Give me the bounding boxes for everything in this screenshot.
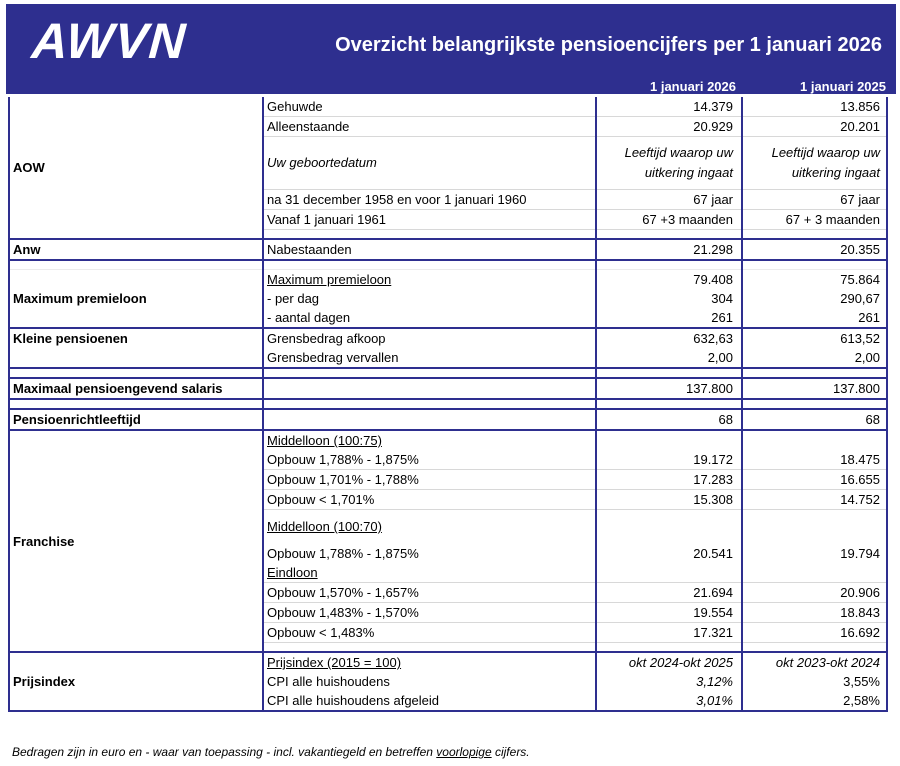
footnote: [12, 745, 530, 759]
row-label: Vanaf 1 januari 1961: [263, 210, 596, 230]
value-2026: 17.283: [596, 470, 742, 490]
value-2025: 75.864: [742, 270, 887, 290]
value-2026: 79.408: [596, 270, 742, 290]
value-2025: 18.475: [742, 450, 887, 470]
table-row: [9, 652, 887, 672]
row-label: Opbouw < 1,483%: [263, 623, 596, 643]
value-2026: 15.308: [596, 490, 742, 510]
footnote-text-before: Bedragen zijn in euro en - waar van toepassing - incl. vakantiegeld en betreffen: [12, 745, 437, 759]
row-label: Opbouw 1,570% - 1,657%: [263, 583, 596, 603]
column-header-2025: 1 januari 2025: [800, 79, 886, 94]
value-2026: 3,12%: [596, 672, 742, 691]
value-2026: 21.694: [596, 583, 742, 603]
value-2026: 20.929: [596, 117, 742, 137]
value-2026: 20.541: [596, 544, 742, 563]
category-kleine-pensioenen: Kleine pensioenen: [9, 328, 263, 368]
row-label: CPI alle huishoudens: [263, 672, 596, 691]
period-2025: okt 2023-okt 2024: [742, 652, 887, 672]
value-2025: 68: [742, 409, 887, 430]
row-label: Alleenstaande: [263, 117, 596, 137]
category-pensioenrichtleeftijd: Pensioenrichtleeftijd: [9, 409, 263, 430]
row-label: Opbouw 1,788% - 1,875%: [263, 450, 596, 470]
category-aow: AOW: [9, 97, 263, 239]
value-2025: 16.655: [742, 470, 887, 490]
row-label: CPI alle huishoudens afgeleid: [263, 691, 596, 711]
value-2026: 632,63: [596, 328, 742, 348]
category-max-salaris: Maximaal pensioengevend salaris: [9, 378, 263, 399]
age-header-2025: Leeftijd waarop uw uitkering ingaat: [742, 137, 887, 190]
pension-figures-table: [8, 97, 888, 712]
table-row: [9, 409, 887, 430]
spacer-row: [9, 260, 887, 270]
footnote-underlined: voorlopige: [436, 745, 492, 759]
row-label: Opbouw 1,701% - 1,788%: [263, 470, 596, 490]
table-row: [9, 97, 887, 117]
row-label: Gehuwde: [263, 97, 596, 117]
row-label: Opbouw < 1,701%: [263, 490, 596, 510]
value-2025: 67 + 3 maanden: [742, 210, 887, 230]
awvn-logo: AWVN: [30, 13, 188, 69]
value-2025: 2,00: [742, 348, 887, 368]
value-2026: 17.321: [596, 623, 742, 643]
table-row: [9, 378, 887, 399]
footnote-text-after: cijfers.: [491, 745, 530, 759]
group-label: Middelloon (100:70): [263, 510, 596, 545]
value-2026: 19.172: [596, 450, 742, 470]
spacer-row: [9, 368, 887, 378]
value-2026: 14.379: [596, 97, 742, 117]
category-prijsindex: Prijsindex: [9, 652, 263, 711]
table-row: [9, 270, 887, 290]
value-2025: 613,52: [742, 328, 887, 348]
spacer-row: [9, 399, 887, 409]
group-label: Eindloon: [263, 563, 596, 583]
column-header-2026: 1 januari 2026: [650, 79, 736, 94]
value-2026: 3,01%: [596, 691, 742, 711]
value-2026: 21.298: [596, 239, 742, 260]
value-2026: 68: [596, 409, 742, 430]
row-label: Opbouw 1,483% - 1,570%: [263, 603, 596, 623]
row-label: Grensbedrag afkoop: [263, 328, 596, 348]
value-2026: 261: [596, 308, 742, 328]
table-row: [9, 430, 887, 450]
value-2025: 290,67: [742, 289, 887, 308]
value-2025: 2,58%: [742, 691, 887, 711]
value-2025: 20.355: [742, 239, 887, 260]
group-label: Middelloon (100:75): [263, 430, 596, 450]
category-franchise: Franchise: [9, 430, 263, 652]
row-label: - aantal dagen: [263, 308, 596, 328]
table-row: [9, 239, 887, 260]
period-2026: okt 2024-okt 2025: [596, 652, 742, 672]
value-2025: 13.856: [742, 97, 887, 117]
value-2026: 304: [596, 289, 742, 308]
birth-date-label: Uw geboortedatum: [263, 137, 596, 190]
row-label: na 31 december 1958 en voor 1 januari 1960: [263, 190, 596, 210]
row-label: Prijsindex (2015 = 100): [263, 652, 596, 672]
value-2026: 2,00: [596, 348, 742, 368]
age-header-2026: Leeftijd waarop uw uitkering ingaat: [596, 137, 742, 190]
value-2025: 20.906: [742, 583, 887, 603]
row-label: Opbouw 1,788% - 1,875%: [263, 544, 596, 563]
value-2026: 67 jaar: [596, 190, 742, 210]
row-label: - per dag: [263, 289, 596, 308]
value-2025: 261: [742, 308, 887, 328]
value-2026: 137.800: [596, 378, 742, 399]
row-label: Maximum premieloon: [263, 270, 596, 290]
value-2025: 14.752: [742, 490, 887, 510]
value-2026: 67 +3 maanden: [596, 210, 742, 230]
value-2025: 3,55%: [742, 672, 887, 691]
value-2025: 16.692: [742, 623, 887, 643]
value-2025: 137.800: [742, 378, 887, 399]
row-label: Grensbedrag vervallen: [263, 348, 596, 368]
page-title: Overzicht belangrijkste pensioencijfers per 1 januari 2026: [335, 34, 882, 56]
table-row: [9, 328, 887, 348]
value-2026: 19.554: [596, 603, 742, 623]
category-anw: Anw: [9, 239, 263, 260]
value-2025: 67 jaar: [742, 190, 887, 210]
value-2025: 18.843: [742, 603, 887, 623]
value-2025: 19.794: [742, 544, 887, 563]
value-2025: 20.201: [742, 117, 887, 137]
category-maximum-premieloon: Maximum premieloon: [9, 270, 263, 329]
header-banner: [6, 4, 896, 94]
row-label: Nabestaanden: [263, 239, 596, 260]
